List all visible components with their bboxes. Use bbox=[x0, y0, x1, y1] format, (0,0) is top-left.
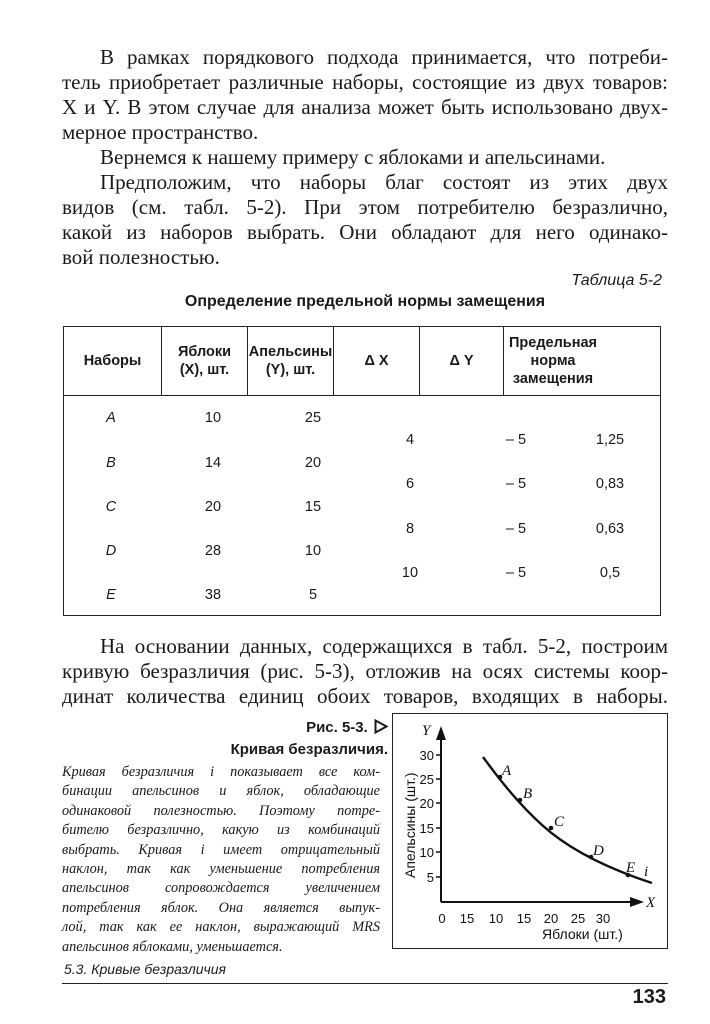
text-line: тель приобретает различные наборы, состоящие из двух товаров: bbox=[62, 70, 668, 94]
svg-text:A: A bbox=[502, 763, 512, 779]
cell-oranges: 5 bbox=[308, 587, 318, 603]
x-axis-arrow-icon bbox=[630, 897, 644, 907]
text-line: Вернемся к нашему примеру с яблоками и апельсинами. bbox=[100, 145, 606, 169]
indifference-curve-chart bbox=[392, 713, 668, 949]
text-line: выбрать. Кривая i имеет отрицательный bbox=[62, 841, 380, 858]
svg-text:D: D bbox=[593, 843, 604, 859]
svg-text:0: 0 bbox=[438, 911, 446, 926]
cell-oranges: 20 bbox=[304, 455, 322, 471]
cell-set: E bbox=[106, 587, 116, 603]
cell-mrs: 0,63 bbox=[595, 521, 625, 537]
y-axis-title: Апельсины (шт.) bbox=[402, 772, 418, 878]
paragraph-ordinal-approach bbox=[62, 45, 668, 145]
text-line: X и Y. В этом случае для анализа может быть использовано двух- bbox=[62, 95, 668, 119]
table-title: Определение предельной нормы замещения bbox=[184, 293, 546, 310]
table-label: Таблица 5-2 bbox=[571, 272, 662, 289]
svg-text:E: E bbox=[626, 860, 636, 876]
text-line: мерное пространство. bbox=[62, 120, 259, 144]
cell-mrs: 0,83 bbox=[595, 476, 625, 492]
figure-caption bbox=[231, 718, 388, 760]
text-line: На основании данных, содержащихся в табл. 5-2, построим bbox=[100, 634, 668, 658]
svg-text:30: 30 bbox=[419, 748, 434, 763]
text-line: видов (см. табл. 5-2). При этом потребителю безразлично, bbox=[62, 195, 668, 219]
text-line: потребления яблок. Она является выпук- bbox=[62, 899, 380, 916]
header-apples: Яблоки (X), шт. bbox=[162, 327, 248, 395]
svg-text:25: 25 bbox=[570, 911, 586, 926]
header-delta-y: Δ Y bbox=[420, 327, 504, 395]
curve-label: i bbox=[644, 864, 649, 880]
footer-rule bbox=[62, 983, 668, 984]
text-line: В рамках порядкового подхода принимается, что потреби- bbox=[100, 45, 668, 69]
cell-oranges: 10 bbox=[304, 543, 322, 559]
table-header-row bbox=[64, 327, 660, 396]
y-tick-labels bbox=[420, 748, 434, 885]
x-axis bbox=[441, 897, 644, 907]
triangle-right-outline-icon bbox=[374, 719, 388, 740]
text-line: Предположим, что наборы благ состоят из этих двух bbox=[100, 170, 668, 194]
figure-description bbox=[62, 763, 380, 957]
paragraph-assumption bbox=[62, 170, 668, 270]
x-axis-title: Яблоки (шт.) bbox=[542, 926, 623, 942]
cell-delta-x: 4 bbox=[405, 432, 415, 448]
svg-text:15: 15 bbox=[516, 911, 532, 926]
cell-mrs: 0,5 bbox=[599, 565, 621, 581]
cell-delta-x: 8 bbox=[405, 521, 415, 537]
svg-text:15: 15 bbox=[459, 911, 475, 926]
svg-text:20: 20 bbox=[419, 796, 434, 811]
text-line: бинации апельсинов и яблок, обладающие bbox=[62, 783, 380, 800]
y-axis-arrow-icon bbox=[436, 726, 446, 740]
cell-delta-x: 10 bbox=[401, 565, 419, 581]
cell-set: A bbox=[106, 410, 116, 426]
text-line: одинаковой полезностью. Поэтому потре- bbox=[62, 802, 380, 819]
header-oranges: Апельсины (Y), шт. bbox=[248, 327, 334, 395]
cell-apples: 20 bbox=[204, 499, 222, 515]
svg-text:25: 25 bbox=[419, 772, 434, 787]
running-footer-section: 5.3. Кривые безразличия bbox=[64, 961, 227, 977]
cell-apples: 14 bbox=[204, 455, 222, 471]
page-number: 133 bbox=[632, 986, 666, 1008]
svg-text:B: B bbox=[523, 786, 533, 802]
cell-mrs: 1,25 bbox=[595, 432, 625, 448]
text-line: наклон, так как уменьшение потребления bbox=[62, 861, 380, 878]
text-line: апельсинов яблоками, уменьшается. bbox=[62, 938, 283, 955]
x-tick-labels bbox=[438, 911, 610, 926]
text-line: кривую безразличия (рис. 5-3), отложив на осях системы коор- bbox=[62, 659, 668, 683]
mrs-table bbox=[63, 326, 661, 616]
text-line: Кривая безразличия i показывает все ком- bbox=[62, 764, 380, 780]
cell-delta-y: – 5 bbox=[505, 432, 527, 448]
figure-title: Кривая безразличия. bbox=[230, 741, 388, 758]
svg-text:10: 10 bbox=[419, 845, 434, 860]
svg-text:20: 20 bbox=[543, 911, 559, 926]
header-delta-x: Δ X bbox=[334, 327, 420, 395]
svg-text:15: 15 bbox=[419, 821, 434, 836]
point-labels bbox=[501, 763, 648, 880]
figure-number: Рис. 5-3. bbox=[306, 719, 368, 736]
text-line: динат количества единиц обоих товаров, входящих в наборы. bbox=[62, 684, 668, 708]
text-line: вой полезностью. bbox=[62, 245, 220, 269]
svg-text:C: C bbox=[554, 814, 565, 830]
svg-text:10: 10 bbox=[488, 911, 504, 926]
y-axis-letter: Y bbox=[422, 723, 431, 739]
text-line: лой, так как ее наклон, выражающий MRS bbox=[62, 919, 380, 936]
y-axis bbox=[436, 726, 446, 902]
cell-set: C bbox=[105, 499, 117, 515]
cell-set: B bbox=[106, 455, 116, 471]
cell-apples: 28 bbox=[204, 543, 222, 559]
cell-delta-y: – 5 bbox=[505, 476, 527, 492]
svg-text:30: 30 bbox=[595, 911, 611, 926]
x-axis-letter: X bbox=[646, 895, 656, 911]
text-line: какой из наборов выбрать. Они обладают для него одинако- bbox=[62, 220, 668, 244]
cell-oranges: 25 bbox=[304, 410, 322, 426]
cell-apples: 38 bbox=[204, 587, 222, 603]
cell-set: D bbox=[105, 543, 117, 559]
cell-oranges: 15 bbox=[304, 499, 322, 515]
svg-text:5: 5 bbox=[426, 870, 434, 885]
header-sets: Наборы bbox=[64, 327, 162, 395]
text-line: бителю безразлично, какую из комбинаций bbox=[62, 822, 380, 839]
paragraph-build-curve bbox=[62, 634, 668, 709]
text-line: апельсинов сопровождается увеличением bbox=[62, 880, 380, 897]
cell-delta-x: 6 bbox=[405, 476, 415, 492]
cell-delta-y: – 5 bbox=[505, 565, 527, 581]
header-mrs: Предельная норма замещения bbox=[508, 335, 598, 387]
cell-apples: 10 bbox=[204, 410, 222, 426]
paragraph-example bbox=[62, 145, 668, 170]
cell-delta-y: – 5 bbox=[505, 521, 527, 537]
